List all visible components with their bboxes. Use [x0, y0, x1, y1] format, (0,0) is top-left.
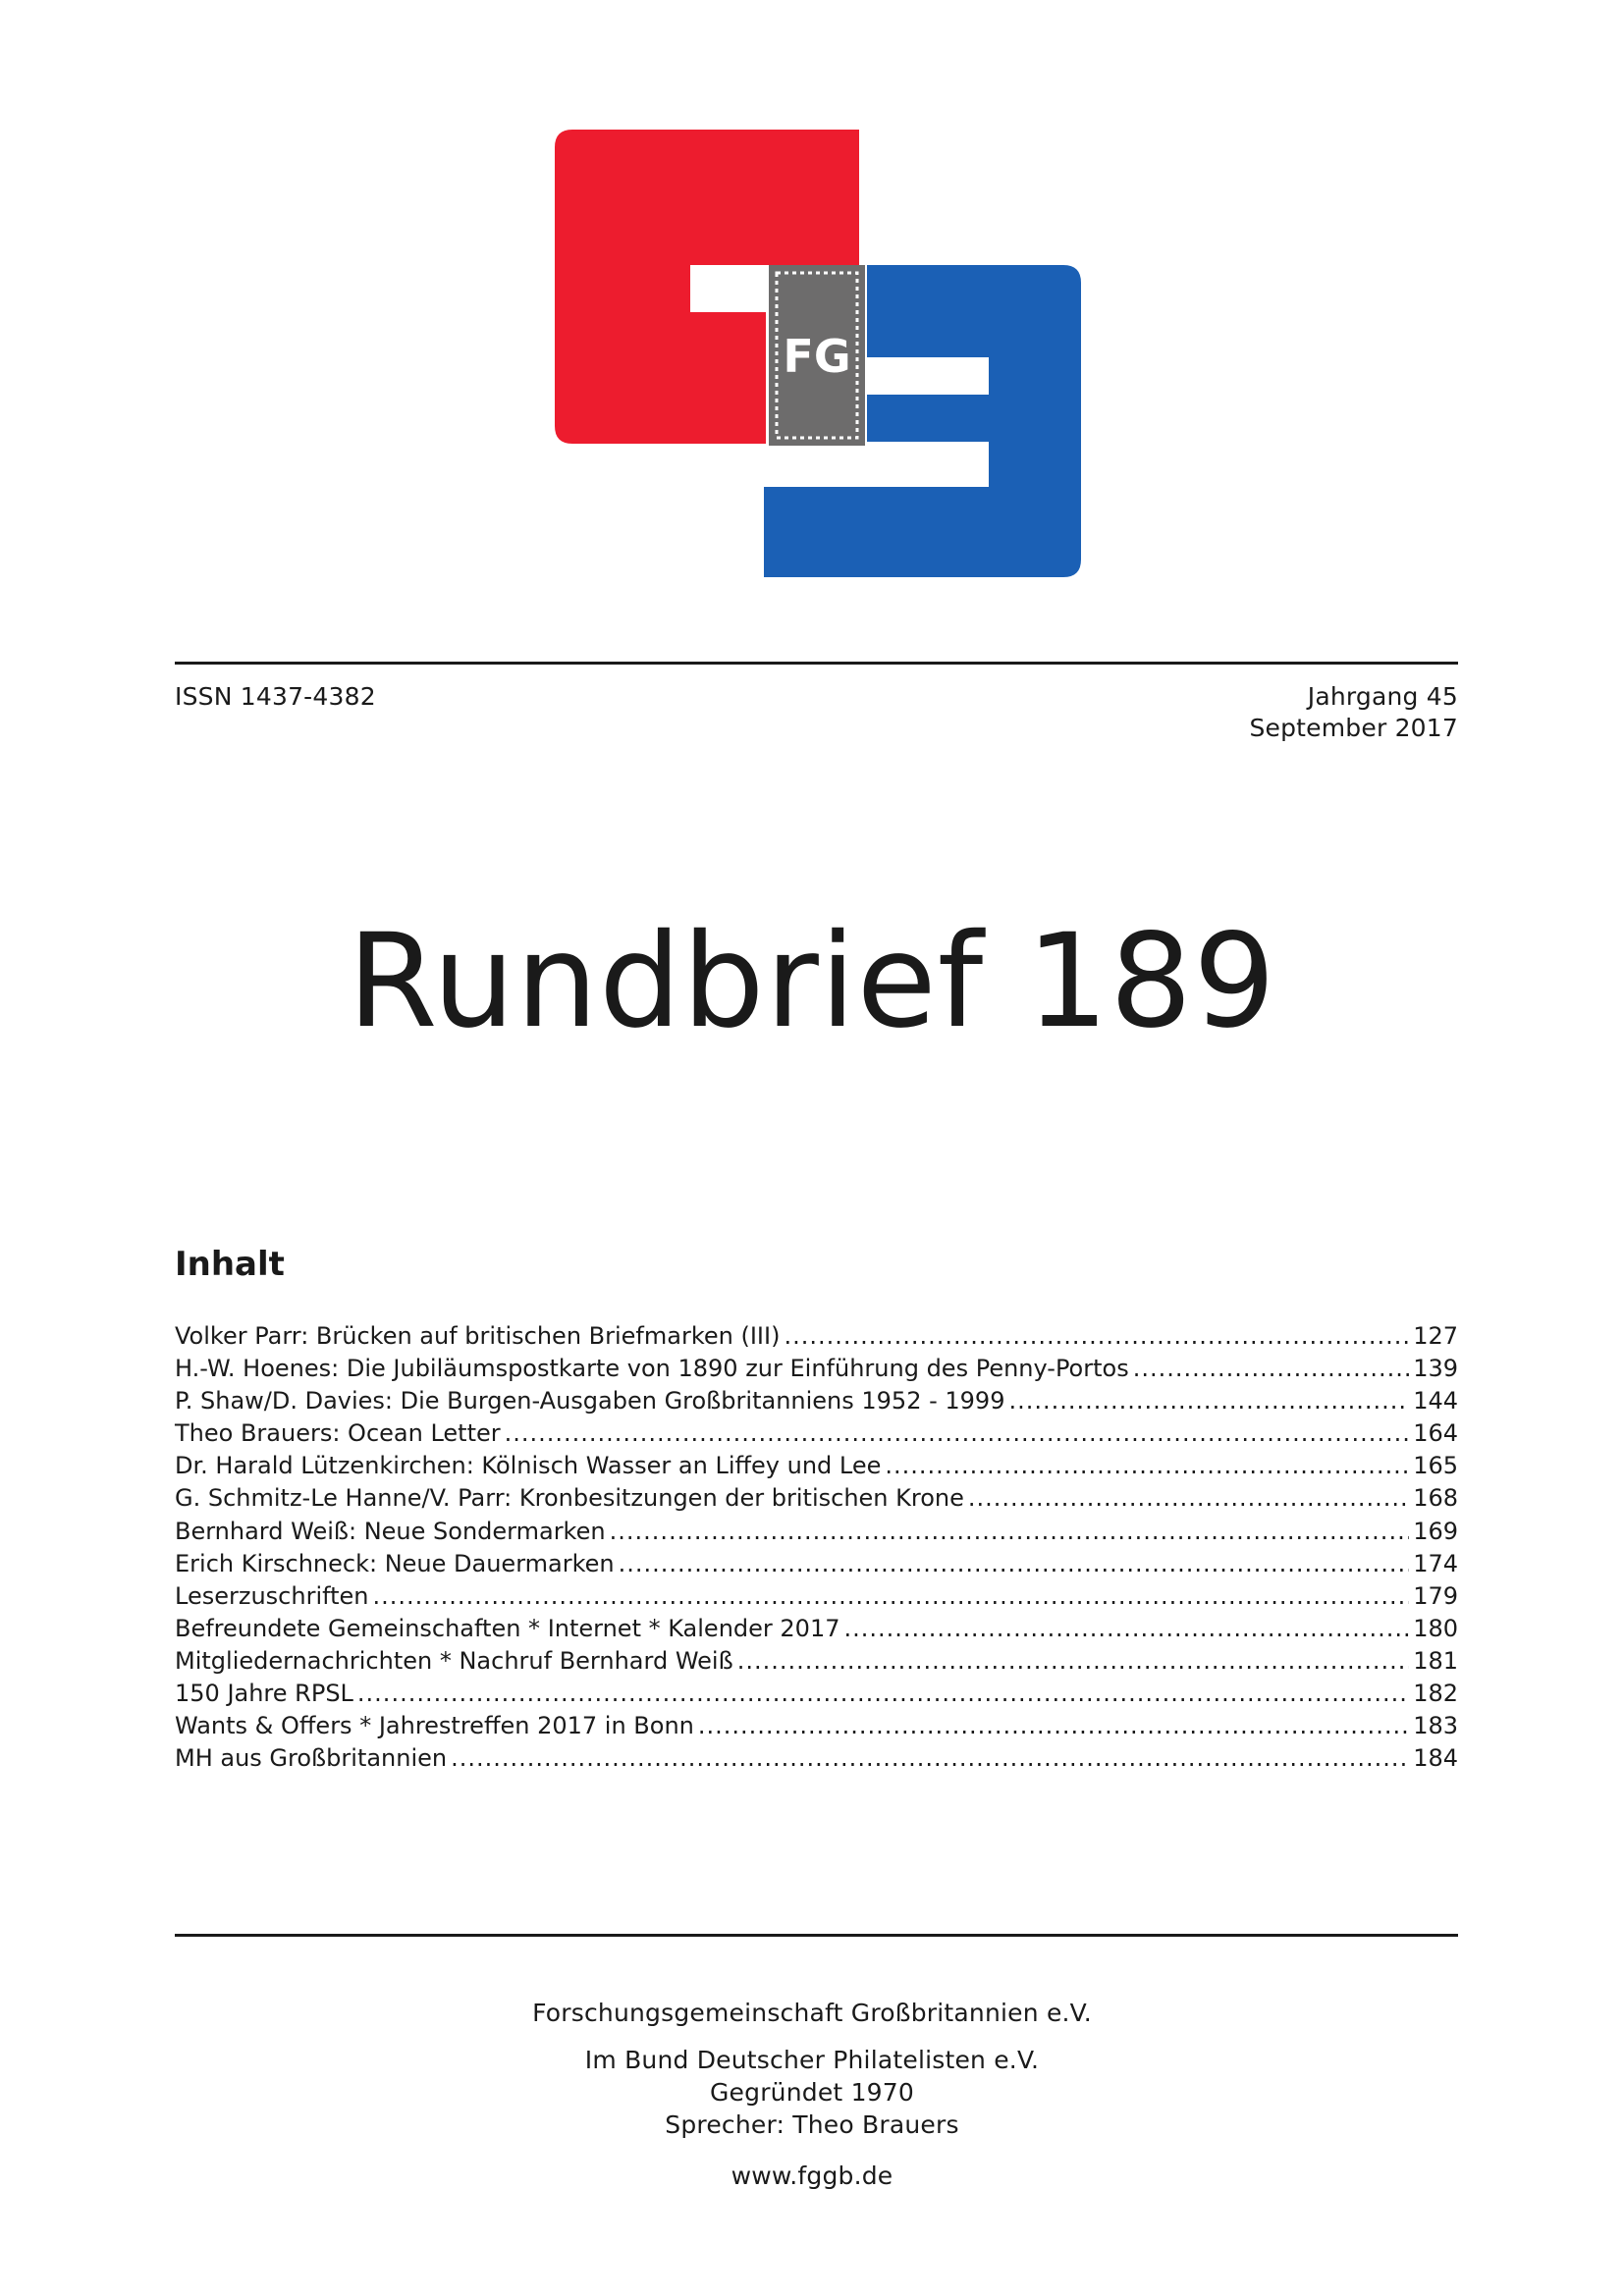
toc-item-title: MH aus Großbritannien — [175, 1744, 448, 1773]
bottom-divider — [175, 1934, 1458, 1937]
logo-fg-text: FG — [783, 330, 851, 383]
toc-item-page: 181 — [1413, 1646, 1458, 1675]
contents-heading: Inhalt — [175, 1245, 285, 1284]
toc-item-page: 165 — [1413, 1452, 1458, 1480]
toc-item-title: Theo Brauers: Ocean Letter — [175, 1419, 501, 1448]
toc-item[interactable] — [175, 1580, 1458, 1613]
toc-item-title: Dr. Harald Lützenkirchen: Kölnisch Wasser an Liffey und Lee — [175, 1452, 882, 1480]
toc-leader-dots — [843, 1613, 1409, 1645]
toc-item-title: H.-W. Hoenes: Die Jubiläumspostkarte von 1890 zur Einführung des Penny-Portos — [175, 1355, 1129, 1383]
toc-item-title: G. Schmitz-Le Hanne/V. Parr: Kronbesitzungen der britischen Krone — [175, 1484, 964, 1513]
footer-details — [0, 2044, 1624, 2141]
toc-item-title: Leserzuschriften — [175, 1581, 369, 1610]
toc-item-page: 183 — [1413, 1712, 1458, 1740]
toc-item-page: 174 — [1413, 1549, 1458, 1577]
toc-item-title: 150 Jahre RPSL — [175, 1680, 353, 1708]
toc-item-title: Befreundete Gemeinschaften * Internet * Kalender 2017 — [175, 1614, 840, 1642]
toc-leader-dots — [737, 1645, 1410, 1678]
table-of-contents — [175, 1320, 1458, 1775]
top-divider — [175, 662, 1458, 665]
toc-leader-dots — [373, 1580, 1410, 1613]
issn: ISSN 1437-4382 — [175, 682, 376, 711]
toc-item-page: 184 — [1413, 1744, 1458, 1773]
toc-item-page: 168 — [1413, 1484, 1458, 1513]
footer-founded: Gegründet 1970 — [709, 2078, 914, 2107]
footer-org: Forschungsgemeinschaft Großbritannien e.V. — [532, 1999, 1092, 2027]
toc-leader-dots — [357, 1678, 1409, 1710]
toc-leader-dots — [451, 1742, 1409, 1775]
toc-item[interactable] — [175, 1678, 1458, 1710]
toc-leader-dots — [968, 1482, 1409, 1515]
toc-leader-dots — [885, 1450, 1409, 1482]
toc-item[interactable] — [175, 1385, 1458, 1417]
toc-leader-dots — [619, 1548, 1410, 1580]
toc-item-title: Mitgliedernachrichten * Nachruf Bernhard Weiß — [175, 1646, 733, 1675]
volume: Jahrgang 45 — [1307, 682, 1458, 711]
toc-item-page: 139 — [1413, 1355, 1458, 1383]
toc-item-title: Bernhard Weiß: Neue Sondermarken — [175, 1517, 606, 1545]
toc-item[interactable] — [175, 1645, 1458, 1678]
toc-item[interactable] — [175, 1710, 1458, 1742]
toc-item-page: 182 — [1413, 1680, 1458, 1708]
toc-leader-dots — [698, 1710, 1409, 1742]
toc-item-page: 169 — [1413, 1517, 1458, 1545]
toc-item-page: 164 — [1413, 1419, 1458, 1448]
fggb-logo — [555, 130, 1081, 577]
toc-item[interactable] — [175, 1320, 1458, 1353]
toc-item-page: 179 — [1413, 1581, 1458, 1610]
page-title: Rundbrief 189 — [347, 906, 1277, 1057]
toc-leader-dots — [1133, 1353, 1409, 1385]
footer-member-of: Im Bund Deutscher Philatelisten e.V. — [584, 2046, 1040, 2074]
footer-speaker: Sprecher: Theo Brauers — [665, 2110, 959, 2139]
toc-item[interactable] — [175, 1548, 1458, 1580]
toc-item[interactable] — [175, 1417, 1458, 1450]
toc-item[interactable] — [175, 1482, 1458, 1515]
toc-item[interactable] — [175, 1353, 1458, 1385]
toc-item-title: Wants & Offers * Jahrestreffen 2017 in Bonn — [175, 1712, 694, 1740]
toc-item[interactable] — [175, 1613, 1458, 1645]
toc-item[interactable] — [175, 1450, 1458, 1482]
toc-leader-dots — [1008, 1385, 1409, 1417]
toc-item-title: P. Shaw/D. Davies: Die Burgen-Ausgaben Großbritanniens 1952 - 1999 — [175, 1387, 1005, 1415]
footer-website[interactable]: www.fggb.de — [731, 2162, 893, 2190]
toc-item-title: Volker Parr: Brücken auf britischen Briefmarken (III) — [175, 1322, 781, 1350]
toc-item-page: 180 — [1413, 1614, 1458, 1642]
toc-leader-dots — [505, 1417, 1410, 1450]
toc-leader-dots — [610, 1516, 1410, 1548]
toc-item[interactable] — [175, 1742, 1458, 1775]
toc-item-page: 127 — [1413, 1322, 1458, 1350]
toc-leader-dots — [784, 1320, 1409, 1353]
toc-item-page: 144 — [1413, 1387, 1458, 1415]
issue-meta — [1249, 681, 1458, 744]
toc-item-title: Erich Kirschneck: Neue Dauermarken — [175, 1549, 615, 1577]
toc-item[interactable] — [175, 1516, 1458, 1548]
issue-date: September 2017 — [1249, 714, 1458, 742]
